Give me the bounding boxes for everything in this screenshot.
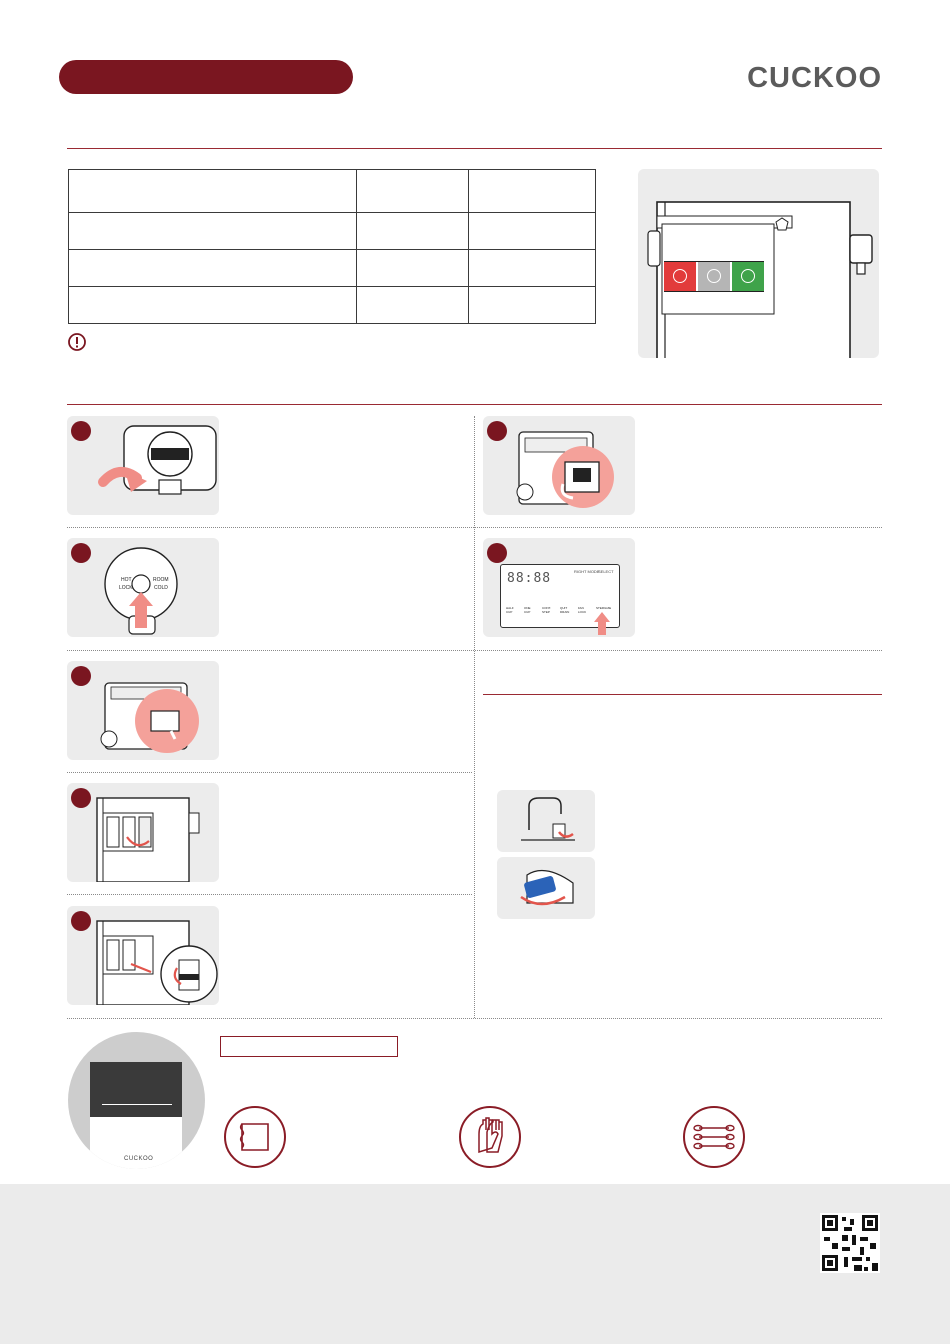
qr-code[interactable] <box>820 1213 880 1273</box>
warning-icon <box>67 332 87 357</box>
dial-room-label: ROOM <box>153 577 169 583</box>
section-divider-top <box>67 148 882 149</box>
panel-display: 88:88 <box>507 571 552 586</box>
cotton-swabs-icon <box>683 1106 745 1168</box>
step-3-card <box>67 538 219 637</box>
brand-logo: CUCKOO <box>747 62 882 94</box>
valve-illustration <box>497 857 595 919</box>
step-4-card: 88:88 RIGHT MODE SELECT HALF CUP ONE CUP CONT. STEP QUIT DRAIN FAN LOCK STERILIZE <box>483 538 635 637</box>
device-preview <box>68 1032 205 1169</box>
tools-heading-box <box>220 1036 398 1057</box>
dial-hot-label: HOT <box>121 577 132 583</box>
table-row <box>69 213 596 250</box>
table-row <box>69 287 596 324</box>
section-divider-steps <box>67 404 882 405</box>
faucet-illustration <box>497 790 595 852</box>
dial-cold-label: COLD <box>154 585 168 591</box>
section-title-pill <box>59 60 353 94</box>
gloves-icon <box>459 1106 521 1168</box>
filter-panel-illustration <box>638 169 879 358</box>
panel-buttons: HALF CUP ONE CUP CONT. STEP QUIT DRAIN FAN LOCK STERILIZE <box>506 606 612 614</box>
step-6-card <box>67 783 219 882</box>
dial-lock-label: LOCK <box>119 585 133 591</box>
step-7-card <box>67 906 219 1005</box>
step-1-card <box>67 416 219 515</box>
step-2-card <box>483 416 635 515</box>
subsection-divider <box>483 694 882 695</box>
device-brand-label: CUCKOO <box>124 1156 154 1162</box>
step-5-card <box>67 661 219 760</box>
spec-table <box>68 169 596 324</box>
table-row <box>69 250 596 287</box>
table-row <box>69 170 596 213</box>
footer <box>0 1184 950 1344</box>
cloth-icon <box>224 1106 286 1168</box>
